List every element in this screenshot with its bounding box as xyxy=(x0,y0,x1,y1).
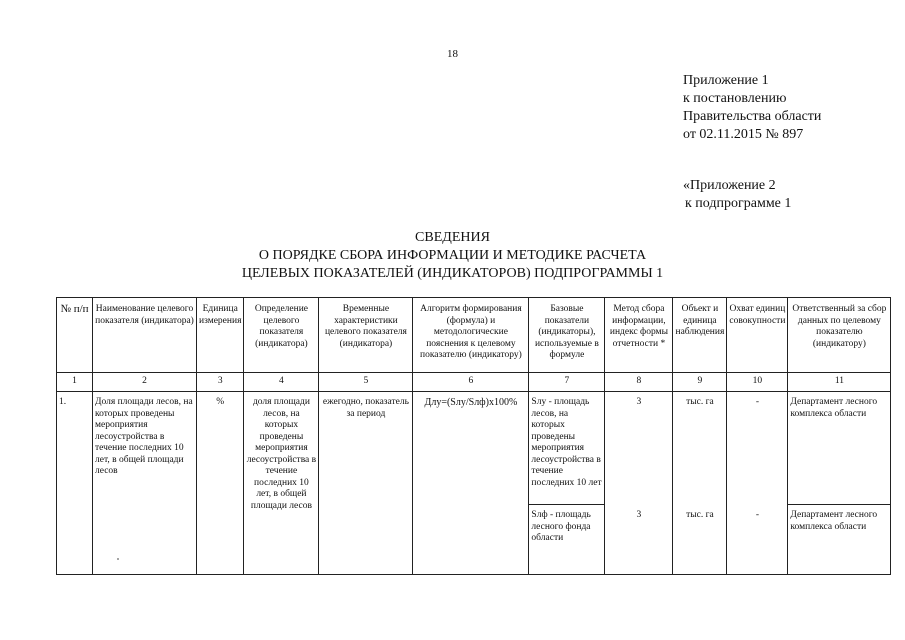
header-cell: Метод сбора информации, индекс формы отчетности * xyxy=(605,298,673,373)
header-cell: Объект и единица наблюдения xyxy=(673,298,727,373)
column-number: 5 xyxy=(319,373,413,392)
scan-speck xyxy=(117,558,119,560)
column-number: 9 xyxy=(673,373,727,392)
indicators-table xyxy=(56,297,891,575)
object-cell: тыс. га xyxy=(673,392,727,505)
title-line: СВЕДЕНИЯ xyxy=(415,230,490,245)
header-cell: Охват единиц совокупности xyxy=(727,298,788,373)
timing-cell: ежегодно, показатель за период xyxy=(319,392,413,575)
method-cell: 3 xyxy=(605,392,673,505)
column-number-row xyxy=(57,373,891,392)
formula-cell: Длу=(Sлу/Sлф)x100% xyxy=(413,392,529,575)
column-number: 8 xyxy=(605,373,673,392)
page-number: 18 xyxy=(447,48,458,60)
appendix2-line: к подпрограмме 1 xyxy=(685,196,792,211)
responsible-cell: Департамент лесного комплекса области xyxy=(788,505,891,575)
column-number: 11 xyxy=(788,373,891,392)
row-number: 1. xyxy=(57,392,93,575)
definition-cell: доля площади лесов, на которых проведены мероприятия лесоустройства в течение последних 10 лет, в общей площади лесов xyxy=(244,392,319,575)
coverage-cell: - xyxy=(727,505,788,575)
appendix-block xyxy=(683,72,821,144)
header-cell: № п/п xyxy=(57,298,93,373)
column-number: 7 xyxy=(529,373,605,392)
header-cell: Ответственный за сбор данных по целевому показателю (индикатору) xyxy=(788,298,891,373)
header-cell: Определение целевого показателя (индикатора) xyxy=(244,298,319,373)
coverage-cell: - xyxy=(727,392,788,505)
object-cell: тыс. га xyxy=(673,505,727,575)
method-cell: 3 xyxy=(605,505,673,575)
column-number: 10 xyxy=(727,373,788,392)
title-line: ЦЕЛЕВЫХ ПОКАЗАТЕЛЕЙ (ИНДИКАТОРОВ) ПОДПРОГРАММЫ 1 xyxy=(241,266,664,281)
header-cell: Алгоритм формирования (формула) и методологические пояснения к целевому показателю (индикатору) xyxy=(413,298,529,373)
base-indicator-cell: Sлу - площадь лесов, на которых проведены мероприятия лесоустройства в течение последних 10 лет xyxy=(529,392,605,505)
header-row xyxy=(57,298,891,373)
column-number: 6 xyxy=(413,373,529,392)
indicator-name: Доля площади лесов, на которых проведены мероприятия лесоустройства в течение последних 10 лет, в общей площади лесов xyxy=(93,392,197,575)
column-number: 4 xyxy=(244,373,319,392)
base-indicator-cell: Sлф - площадь лесного фонда области xyxy=(529,505,605,575)
column-number: 1 xyxy=(57,373,93,392)
unit-cell: % xyxy=(197,392,244,575)
table-row xyxy=(57,392,891,505)
appendix2-block xyxy=(683,177,791,213)
title-line: О ПОРЯДКЕ СБОРА ИНФОРМАЦИИ И МЕТОДИКЕ РАСЧЕТА xyxy=(258,248,647,263)
header-cell: Временные характеристики целевого показателя (индикатора) xyxy=(319,298,413,373)
appendix2-line: «Приложение 2 xyxy=(683,178,776,193)
appendix-line: Правительства области xyxy=(683,109,822,124)
appendix-line: Приложение 1 xyxy=(683,73,769,88)
appendix-line: к постановлению xyxy=(683,91,787,106)
column-number: 2 xyxy=(93,373,197,392)
header-cell: Базовые показатели (индикаторы), используемые в формуле xyxy=(529,298,605,373)
responsible-cell: Департамент лесного комплекса области xyxy=(788,392,891,505)
header-cell: Наименование целевого показателя (индикатора) xyxy=(93,298,197,373)
appendix-line: от 02.11.2015 № 897 xyxy=(683,127,804,142)
column-number: 3 xyxy=(197,373,244,392)
header-cell: Единица измерения xyxy=(197,298,244,373)
document-title xyxy=(0,229,905,283)
